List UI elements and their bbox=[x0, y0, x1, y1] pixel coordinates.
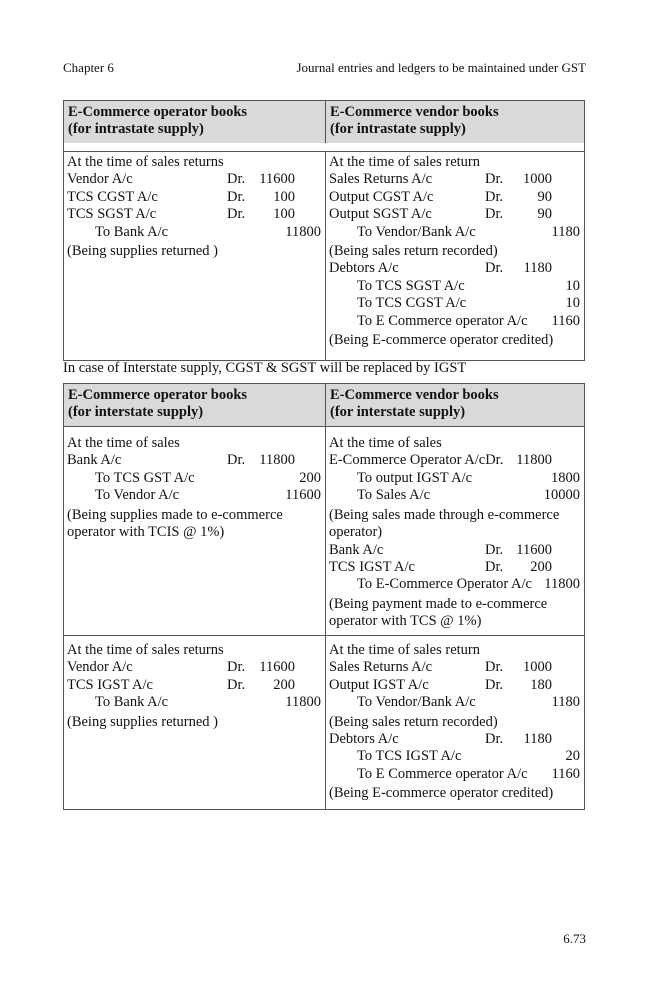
entry-title: At the time of sales return bbox=[329, 642, 480, 658]
entry-title: At the time of sales bbox=[329, 435, 442, 451]
operator-entries bbox=[64, 427, 326, 635]
journal-line: TCS CGST A/c Dr. 100 bbox=[67, 188, 295, 205]
narration: (Being sales return recorded) bbox=[329, 242, 498, 259]
entry-title: At the time of sales return bbox=[329, 154, 480, 170]
journal-line: To TCS GST A/c 200 bbox=[95, 469, 321, 486]
narration: (Being sales return recorded) bbox=[329, 713, 498, 730]
journal-line: Vendor A/c Dr. 11600 bbox=[67, 659, 295, 676]
journal-line: Debtors A/c Dr. 1180 bbox=[329, 260, 552, 277]
narration: (Being E-commerce operator credited) bbox=[329, 785, 554, 802]
journal-line: TCS SGST A/c Dr. 100 bbox=[67, 206, 295, 223]
journal-line: To TCS CGST A/c 10 bbox=[357, 295, 580, 312]
journal-line: Bank A/c Dr. 11600 bbox=[329, 541, 552, 558]
operator-entries bbox=[64, 152, 326, 360]
journal-line: TCS IGST A/c Dr. 200 bbox=[329, 558, 552, 575]
table-header-row bbox=[64, 101, 584, 143]
interstate-caption: In case of Interstate supply, CGST & SGST will be replaced by IGST bbox=[63, 360, 467, 376]
table-header-row bbox=[64, 384, 584, 426]
chapter-label: Chapter 6 bbox=[63, 60, 114, 75]
journal-line: Debtors A/c Dr. 1180 bbox=[329, 731, 552, 748]
operator-books-header: E-Commerce operator books (for interstate supply) bbox=[64, 384, 326, 426]
narration: (Being supplies returned ) bbox=[67, 242, 219, 259]
journal-line: To Vendor A/c 11600 bbox=[95, 487, 321, 504]
narration: (Being supplies returned ) bbox=[67, 713, 219, 730]
journal-line: Sales Returns A/c Dr. 1000 bbox=[329, 659, 552, 676]
interstate-table bbox=[63, 383, 585, 810]
journal-line: Output IGST A/c Dr. 180 bbox=[329, 676, 552, 693]
journal-line: To Sales A/c 10000 bbox=[357, 487, 580, 504]
journal-line: Bank A/c Dr. 11800 bbox=[67, 452, 295, 469]
page-header bbox=[63, 60, 586, 76]
journal-line: TCS IGST A/c Dr. 200 bbox=[67, 676, 295, 693]
journal-line: To E-Commerce Operator A/c 11800 bbox=[357, 576, 580, 593]
journal-line: To Vendor/Bank A/c 1180 bbox=[357, 223, 580, 240]
journal-line: Sales Returns A/c Dr. 1000 bbox=[329, 171, 552, 188]
vendor-entries bbox=[326, 636, 584, 809]
entry-title: At the time of sales returns bbox=[67, 642, 224, 658]
chapter-title: Journal entries and ledgers to be maintained under GST bbox=[296, 60, 586, 75]
narration: (Being payment made to e-commerce operator with TCS @ 1%) bbox=[329, 595, 548, 630]
journal-line: To Bank A/c 11800 bbox=[95, 223, 321, 240]
journal-line: To Vendor/Bank A/c 1180 bbox=[357, 694, 580, 711]
table-row bbox=[64, 426, 584, 635]
vendor-entries bbox=[326, 427, 584, 635]
intrastate-table bbox=[63, 100, 585, 361]
journal-line: To Bank A/c 11800 bbox=[95, 694, 321, 711]
page-number: 6.73 bbox=[563, 931, 586, 946]
journal-line: Output SGST A/c Dr. 90 bbox=[329, 206, 552, 223]
journal-line: To output IGST A/c 1800 bbox=[357, 469, 580, 486]
vendor-books-header: E-Commerce vendor books (for intrastate supply) bbox=[330, 104, 499, 137]
vendor-books-header: E-Commerce vendor books (for interstate supply) bbox=[330, 387, 499, 420]
entry-title: At the time of sales bbox=[67, 435, 180, 451]
journal-line: Output CGST A/c Dr. 90 bbox=[329, 188, 552, 205]
entry-title: At the time of sales returns bbox=[67, 154, 224, 170]
table-row bbox=[64, 635, 584, 809]
narration: (Being supplies made to e-commerce operator with TCIS @ 1%) bbox=[67, 506, 283, 541]
vendor-entries bbox=[326, 152, 584, 360]
operator-books-header: E-Commerce operator books (for intrastate supply) bbox=[64, 101, 326, 143]
journal-line: E-Commerce Operator A/cDr. 11800 bbox=[329, 452, 552, 469]
operator-entries bbox=[64, 636, 326, 809]
journal-line: To E Commerce operator A/c 1160 bbox=[357, 312, 580, 329]
narration: (Being E-commerce operator credited) bbox=[329, 332, 554, 349]
journal-line: To TCS IGST A/c 20 bbox=[357, 748, 580, 765]
table-row bbox=[64, 151, 584, 360]
journal-line: To E Commerce operator A/c 1160 bbox=[357, 765, 580, 782]
narration: (Being sales made through e-commerce operator) bbox=[329, 506, 560, 541]
journal-line: To TCS SGST A/c 10 bbox=[357, 277, 580, 294]
journal-line: Vendor A/c Dr. 11600 bbox=[67, 171, 295, 188]
